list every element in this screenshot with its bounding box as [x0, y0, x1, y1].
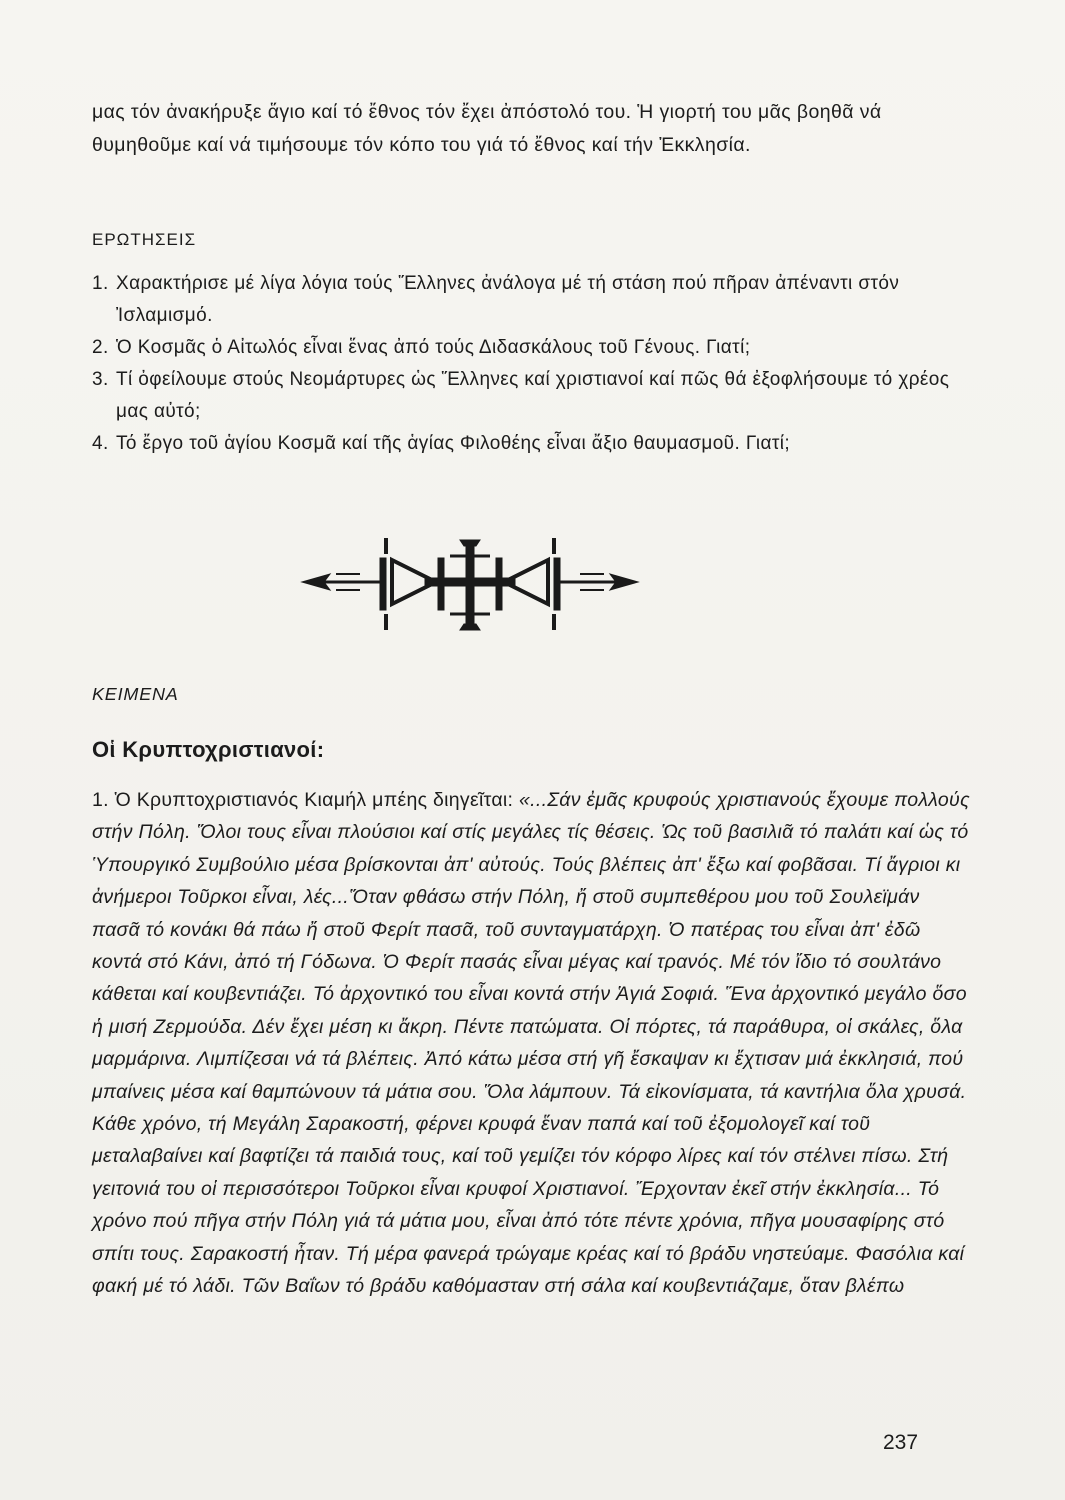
questions-heading: ΕΡΩΤΗΣΕΙΣ: [92, 230, 197, 249]
body-paragraph: [92, 784, 972, 1303]
questions-list: [92, 268, 972, 460]
question-item: [92, 428, 972, 460]
question-item: [92, 268, 972, 332]
question-number: 3.: [92, 369, 109, 390]
question-item: [92, 364, 972, 428]
question-text: Τό ἔργο τοῦ ἁγίου Κοσμᾶ καί τῆς ἁγίας Φιλοθέης εἶναι ἄξιο θαυμασμοῦ. Γιατί;: [116, 433, 791, 454]
body-quote-text: «...Σάν ἐμᾶς κρυφούς χριστιανούς ἔχουμε πολλούς στήν Πόλη. Ὅλοι τους εἶναι πλούσιοι καί στίς μεγάλες τίς θέσεις. Ὡς τοῦ βασιλιᾶ τό παλάτι καί ὡς τό Ὑπουργικό Συμβούλιο μέσα βρίσκονται ἀπ' αὐτούς. Τούς βλέπεις ἀπ' ἔξω καί φοβᾶσαι. Τί ἄγριοι κι ἀνήμεροι Τοῦρκοι εἶναι, λές...Ὅταν φθάσω στήν Πόλη, ἤ στοῦ συμπεθέρου μου τοῦ Σουλεϊμάν πασᾶ τό κονάκι θά πάω ἤ στοῦ Φερίτ πασᾶ, τοῦ συνταγματάρχη. Ὁ πατέρας του εἶναι ἀπ' ἐδῶ κοντά στό Κάνι, ἀπό τή Γόδωνα. Ὁ Φερίτ πασάς εἶναι μέγας καί τρανός. Μέ τόν ἴδιο τό σουλτάνο κάθεται καί κουβεντιάζει. Τό ἀρχοντικό του εἶναι κοντά στήν Ἁγιά Σοφιά. Ἕνα ἀρχοντικό μεγάλο ὅσο ἡ μισή Ζερμούδα. Δέν ἔχει μέση κι ἄκρη. Πέντε πατώματα. Οἱ πόρτες, τά παράθυρα, οἱ σκάλες, ὅλα μαρμάρινα. Λιμπίζεσαι νά τά βλέπεις. Ἀπό κάτω μέσα στή γῆ ἔσκαψαν κι ἔχτισαν μιά ἐκκλησιά, πού μπαίνεις μέσα καί θαμπώνουν τά μάτια σου. Ὅλα λάμπουν. Τά εἰκονίσματα, τά καντήλια ὅλα χρυσά. Κάθε χρόνο, τή Μεγάλη Σαρακοστή, φέρνει κρυφά ἕναν παπά καί τοῦ ἐξομολογεῖ καί τοῦ μεταλαβαίνει καί βαφτίζει τά παιδιά τους, καί τοῦ γεμίζει τόν κόρφο λίρες καί τόν στέλνει πίσω. Στή γειτονιά του οἱ περισσότεροι Τοῦρκοι εἶναι κρυφοί Χριστιανοί. Ἔρχονταν ἐκεῖ στήν ἐκκλησία... Τό χρόνο πού πῆγα στήν Πόλη γιά τά μάτια μου, εἶναι ἀπό τότε πέντε χρόνια, πῆγα μουσαφίρης στό σπίτι τους. Σαρακοστή ἦταν. Τή μέρα φανερά τρώγαμε κρέας καί τό βράδυ νηστεύαμε. Φασόλια καί φακή μέ τό λάδι. Τῶν Βαΐων τό βράδυ καθόμασταν στή σάλα καί κουβεντιάζαμε, ὅταν βλέπω: [92, 789, 970, 1298]
question-number: 1.: [92, 273, 109, 294]
page-number: 237: [883, 1431, 919, 1454]
question-text: Τί ὀφείλουμε στούς Νεομάρτυρες ὡς Ἕλληνες καί χριστιανοί καί πῶς θά ἐξοφλήσουμε τό χρέος μας αὐτό;: [116, 369, 950, 422]
intro-paragraph: [92, 96, 972, 162]
question-text: Ὁ Κοσμᾶς ὁ Αἰτωλός εἶναι ἕνας ἀπό τούς Διδασκάλους τοῦ Γένους. Γιατί;: [116, 337, 751, 358]
section-title: Οἱ Κρυπτοχριστιανοί:: [92, 737, 325, 762]
cross-ornament-icon: [300, 530, 640, 640]
question-number: 2.: [92, 337, 109, 358]
intro-text: μας τόν ἀνακήρυξε ἅγιο καί τό ἔθνος τόν ἔχει ἀπόστολό του. Ἡ γιορτή του μᾶς βοηθᾶ νά θυμηθοῦμε καί νά τιμήσουμε τόν κόπο του γιά τό ἔθνος καί τήν Ἐκκλησία.: [92, 101, 882, 156]
question-number: 4.: [92, 433, 109, 454]
body-lead-text: 1. Ὁ Κρυπτοχριστιανός Κιαμήλ μπέης διηγεῖται:: [92, 789, 519, 811]
question-text: Χαρακτήρισε μέ λίγα λόγια τούς Ἕλληνες ἀνάλογα μέ τή στάση πού πῆραν ἀπέναντι στόν Ἰσλαμισμό.: [116, 273, 900, 326]
section-label: ΚΕΙΜΕΝΑ: [92, 684, 179, 704]
question-item: [92, 332, 972, 364]
